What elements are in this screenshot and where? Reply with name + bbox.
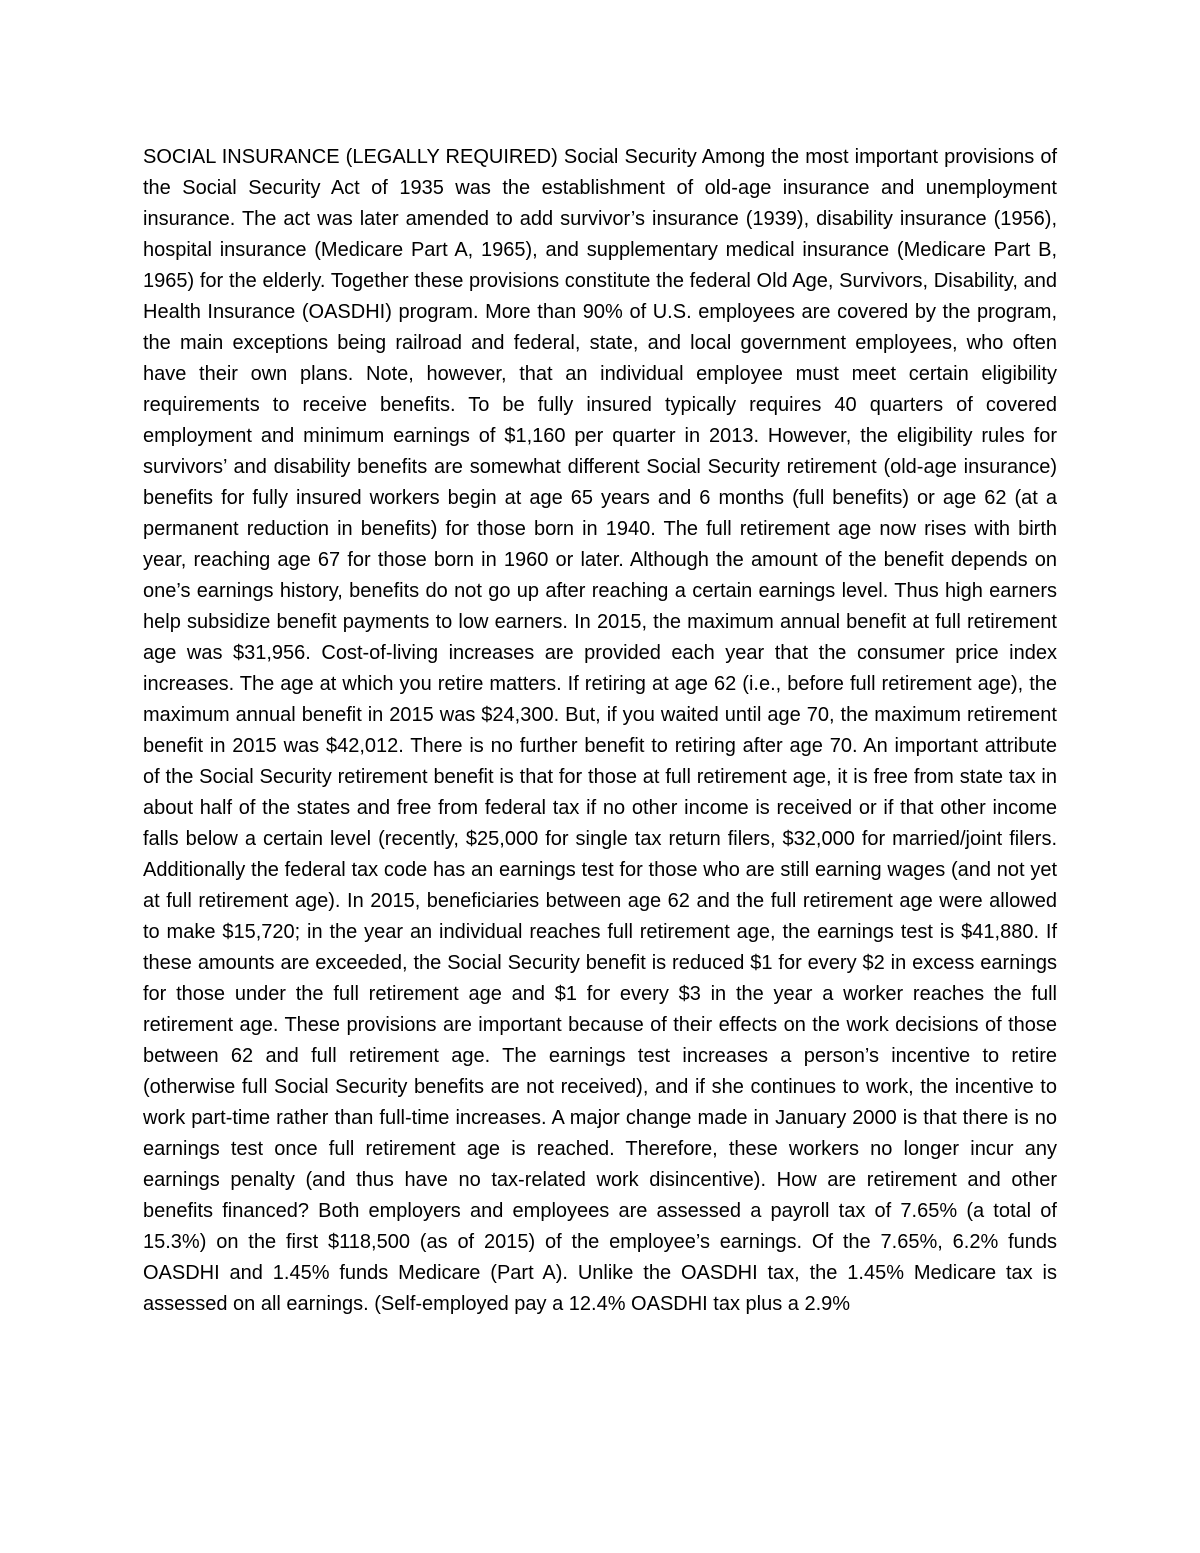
body-paragraph: SOCIAL INSURANCE (LEGALLY REQUIRED) Social Security Among the most important provisions of the Social Security Act of 1935 was the establishment of old-age insurance and unemployment insurance. The act was later amended to add survivor’s insurance (1939), disability insurance (1956), hospital insurance (Medicare Part A, 1965), and supplementary medical insurance (Medicare Part B, 1965) for the elderly. Together these provisions constitute the federal Old Age, Survivors, Disability, and Health Insurance (OASDHI) program. More than 90% of U.S. employees are covered by the program, the main exceptions being railroad and federal, state, and local government employees, who often have their own plans. Note, however, that an individual employee must meet certain eligibility requirements to receive benefits. To be fully insured typically requires 40 quarters of covered employment and minimum earnings of $1,160 per quarter in 2013. However, the eligibility rules for survivors’ and disability benefits are somewhat different Social Security retirement (old-age insurance) benefits for fully insured workers begin at age 65 years and 6 months (full benefits) or age 62 (at a permanent reduction in benefits) for those born in 1940. The full retirement age now rises with birth year, reaching age 67 for those born in 1960 or later. Although the amount of the benefit depends on one’s earnings history, benefits do not go up after reaching a certain earnings level. Thus high earners help subsidize benefit payments to low earners. In 2015, the maximum annual benefit at full retirement age was $31,956. Cost-of-living increases are provided each year that the consumer price index increases. The age at which you retire matters. If retiring at age 62 (i.e., before full retirement age), the maximum annual benefit in 2015 was $24,300. But, if you waited until age 70, the maximum retirement benefit in 2015 was $42,012. There is no further benefit to retiring after age 70. An important attribute of the Social Security retirement benefit is that for those at full retirement age, it is free from state tax in about half of the states and free from federal tax if no other income is received or if that other income falls below a certain level (recently, $25,000 for single tax return filers, $32,000 for married/joint filers. Additionally the federal tax code has an earnings test for those who are still earning wages (and not yet at full retirement age). In 2015, beneficiaries between age 62 and the full retirement age were allowed to make $15,720; in the year an individual reaches full retirement age, the earnings test is $41,880. If these amounts are exceeded, the Social Security benefit is reduced $1 for every $2 in excess earnings for those under the full retirement age and $1 for every $3 in the year a worker reaches the full retirement age. These provisions are important because of their effects on the work decisions of those between 62 and full retirement age. The earnings test increases a person’s incentive to retire (otherwise full Social Security benefits are not received), and if she continues to work, the incentive to work part-time rather than full-time increases. A major change made in January 2000 is that there is no earnings test once full retirement age is reached. Therefore, these workers no longer incur any earnings penalty (and thus have no tax-related work disincentive). How are retirement and other benefits financed? Both employers and employees are assessed a payroll tax of 7.65% (a total of 15.3%) on the first $118,500 (as of 2015) of the employee’s earnings. Of the 7.65%, 6.2% funds OASDHI and 1.45% funds Medicare (Part A). Unlike the OASDHI tax, the 1.45% Medicare tax is assessed on all earnings. (Self-employed pay a 12.4% OASDHI tax plus a 2.9% [143,146,1057,1315]
